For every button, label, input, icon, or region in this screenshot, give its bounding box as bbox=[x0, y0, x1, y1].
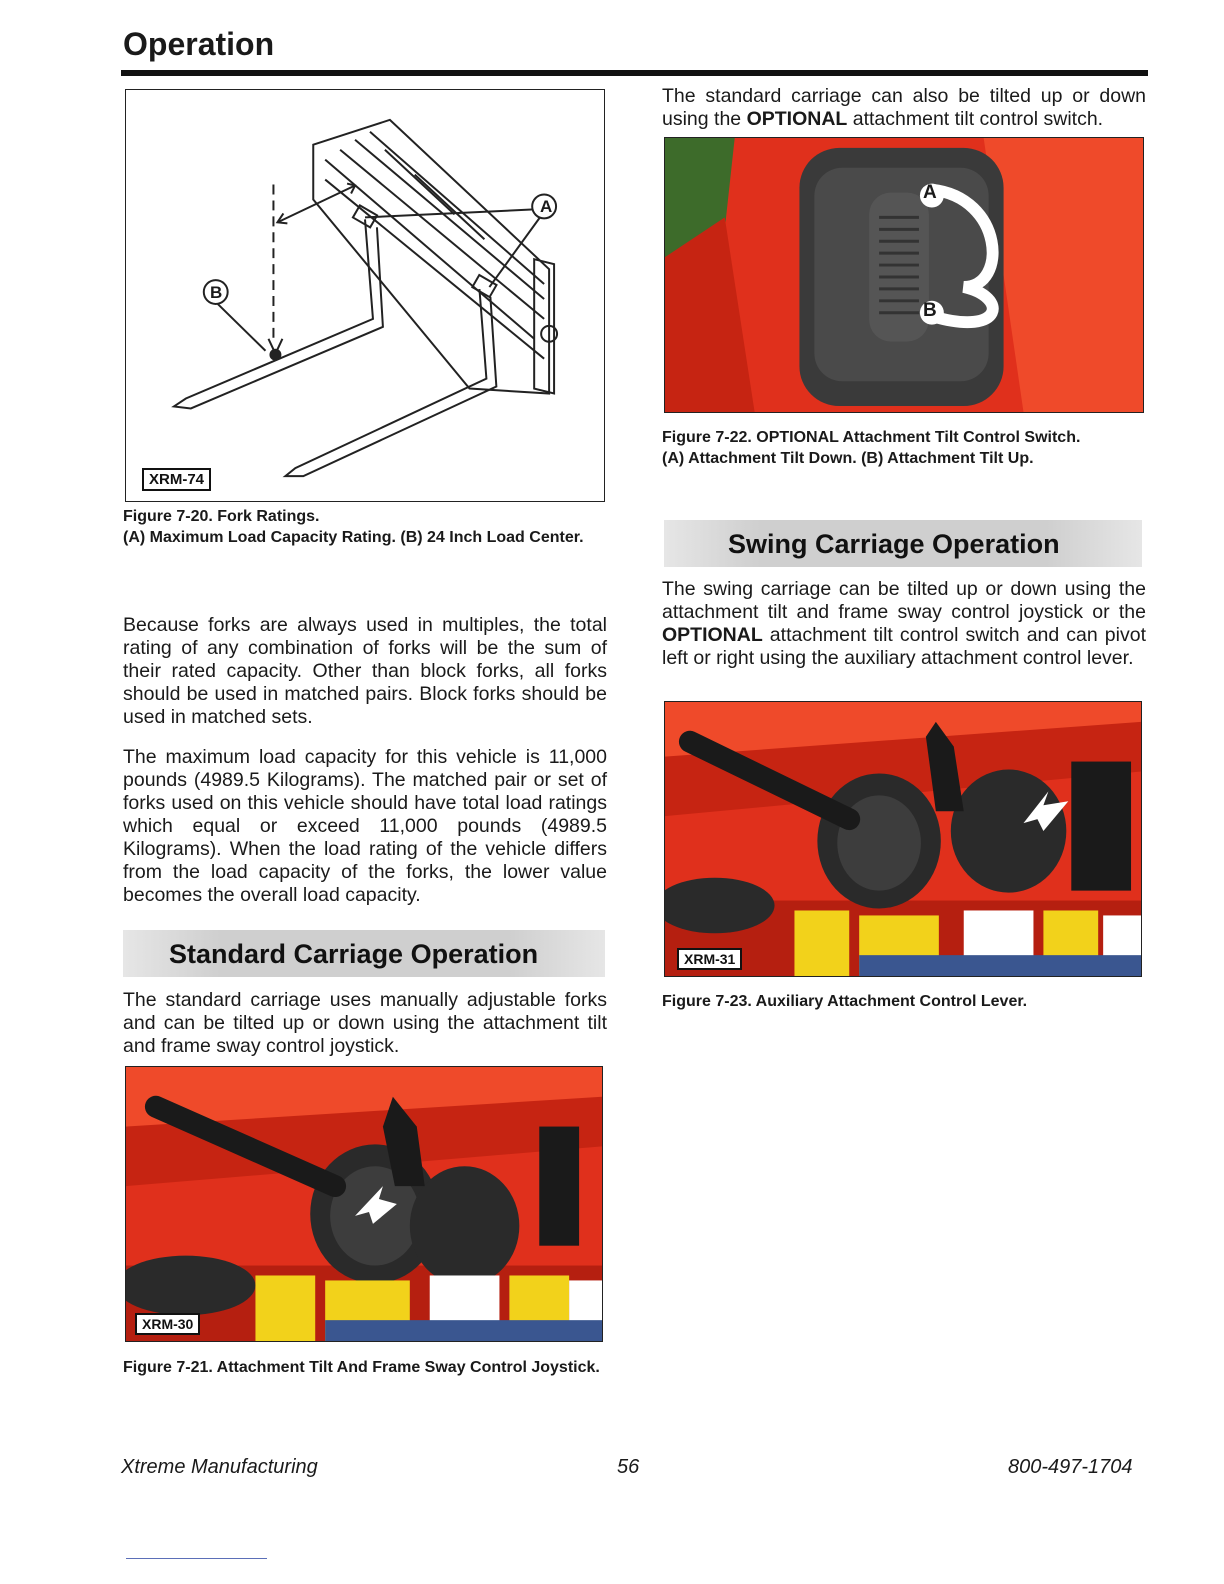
section-heading: Standard Carriage Operation bbox=[169, 939, 539, 969]
paragraph-standard-carriage: The standard carriage uses manually adjustable forks and can be tilted up or down using the attachment tilt and frame sway control joystick. bbox=[123, 989, 607, 1057]
figure-7-22-switch-photo bbox=[664, 137, 1144, 413]
optional-emphasis: OPTIONAL bbox=[746, 108, 848, 130]
page-title: Operation bbox=[123, 26, 275, 62]
caption-title: Figure 7-20. Fork Ratings. bbox=[123, 508, 320, 525]
footer-phone: 800-497-1704 bbox=[1008, 1456, 1133, 1478]
footer-company: Xtreme Manufacturing bbox=[121, 1456, 318, 1478]
figure-7-21-joystick-photo bbox=[125, 1066, 603, 1342]
caption-detail: (A) Attachment Tilt Down. (B) Attachment Tilt Up. bbox=[662, 450, 1034, 467]
figure-7-23-lever-photo bbox=[664, 701, 1142, 977]
figure-7-21-caption: Figure 7-21. Attachment Tilt And Frame Sway Control Joystick. bbox=[123, 1359, 600, 1376]
paragraph-swing-carriage bbox=[662, 578, 1146, 670]
bottom-divider bbox=[126, 1558, 267, 1559]
figure-tag: XRM-30 bbox=[135, 1313, 200, 1335]
fork-drawing bbox=[126, 90, 604, 501]
caption-title: Figure 7-22. OPTIONAL Attachment Tilt Control Switch. bbox=[662, 429, 1081, 446]
caption-detail: (A) Maximum Load Capacity Rating. (B) 24 Inch Load Center. bbox=[123, 529, 584, 546]
title-rule bbox=[121, 70, 1148, 76]
switch-photo bbox=[665, 138, 1143, 412]
paragraph-fork-multiples: Because forks are always used in multiples, the total rating of any combination of forks will be the sum of their rated capacity. Other than block forks, all forks should be used in matched pairs. Block forks should be used in matched sets. bbox=[123, 614, 607, 728]
section-header-standard-carriage bbox=[123, 930, 605, 977]
label-a-arrow: A bbox=[923, 182, 937, 203]
figure-tag: XRM-31 bbox=[677, 948, 742, 970]
label-b-callout: B bbox=[210, 283, 223, 302]
lever-photo bbox=[665, 702, 1141, 976]
figure-7-20-caption bbox=[123, 506, 607, 548]
text-segment: attachment tilt control switch. bbox=[847, 108, 1104, 130]
label-a-callout: A bbox=[540, 197, 553, 216]
figure-7-20-fork-ratings bbox=[125, 89, 605, 502]
paragraph-max-load: The maximum load capacity for this vehicle is 11,000 pounds (4989.5 Kilograms). The matched pair or set of forks used on this vehicle should have total load ratings which equal or exceed 11,000 pounds (4989.5 Kilograms). When the load rating of the vehicle differs from the load capacity of the forks, the lower value becomes the overall load capacity. bbox=[123, 746, 607, 906]
section-header-swing-carriage bbox=[664, 520, 1142, 567]
text-segment: The standard carriage can also be tilted up or down using the bbox=[662, 85, 1146, 130]
paragraph-optional-tilt-switch bbox=[662, 85, 1146, 131]
figure-7-23-caption: Figure 7-23. Auxiliary Attachment Control Lever. bbox=[662, 993, 1028, 1010]
figure-tag: XRM-74 bbox=[142, 468, 211, 491]
section-heading: Swing Carriage Operation bbox=[728, 529, 1060, 559]
figure-7-22-caption bbox=[662, 427, 1146, 469]
footer-page-number: 56 bbox=[617, 1456, 640, 1478]
joystick-photo bbox=[126, 1067, 602, 1341]
optional-emphasis: OPTIONAL bbox=[662, 624, 763, 646]
text-segment: The swing carriage can be tilted up or down using the attachment tilt and frame sway control joystick or the bbox=[662, 578, 1146, 623]
label-b-arrow: B bbox=[923, 300, 937, 321]
text-segment: attachment tilt control switch and can pivot left or right using the auxiliary attachment control lever. bbox=[662, 624, 1146, 669]
